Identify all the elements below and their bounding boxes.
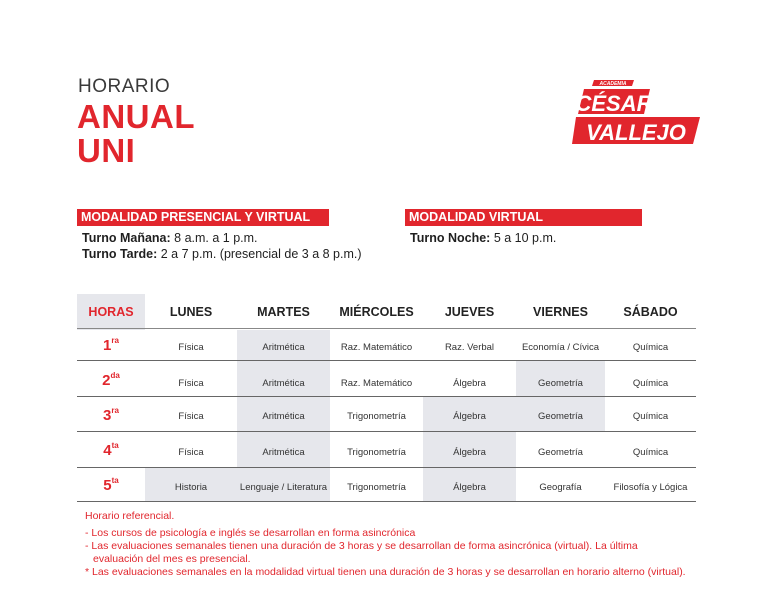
cell-sat-1: Química xyxy=(632,342,669,353)
cell-mon-2: Física xyxy=(178,378,204,389)
cell-thu-5: Álgebra xyxy=(453,482,486,493)
header-thursday: JUEVES xyxy=(444,305,495,319)
cell-thu-4: Álgebra xyxy=(453,447,486,458)
cell-thu-2: Álgebra xyxy=(453,378,486,389)
header-monday: LUNES xyxy=(169,305,213,319)
note-line-4: * Las evaluaciones semanales en la modalidad virtual tienen una duración de 3 horas y se desarrollan en horario alterno (virtual). xyxy=(85,566,686,578)
row-divider xyxy=(77,467,696,468)
cell-thu-1: Raz. Verbal xyxy=(444,342,495,353)
header-tuesday: MARTES xyxy=(257,305,310,319)
cell-fri-3: Geometría xyxy=(538,411,583,422)
cell-mon-1: Física xyxy=(178,342,204,353)
schedule-table xyxy=(77,294,696,502)
row-divider xyxy=(77,396,696,397)
shift-afternoon xyxy=(82,247,362,261)
cell-thu-3: Álgebra xyxy=(453,411,486,422)
cell-tue-1: Aritmética xyxy=(262,342,305,353)
academy-logo xyxy=(572,80,702,150)
page-title-line-1: ANUAL xyxy=(77,98,195,135)
cell-sat-4: Química xyxy=(632,447,669,458)
cell-wed-1: Raz. Matemático xyxy=(340,342,413,353)
row-hour-5: $5^{ta}$ xyxy=(103,476,119,494)
header-saturday: SÁBADO xyxy=(623,305,678,319)
cell-mon-5: Historia xyxy=(174,482,208,493)
cell-tue-3: Aritmética xyxy=(262,411,305,422)
cell-fri-5: Geografía xyxy=(539,482,582,493)
row-hour-2: $2^{da}$ xyxy=(102,371,120,389)
shift-night xyxy=(410,231,556,245)
header-hours: HORAS xyxy=(88,305,134,319)
cell-fri-2: Geometría xyxy=(538,378,583,389)
cell-sat-2: Química xyxy=(632,378,669,389)
logo-line-2: VALLEJO xyxy=(586,120,686,145)
cell-fri-4: Geometría xyxy=(538,447,583,458)
cell-tue-2: Aritmética xyxy=(262,378,305,389)
shift-afternoon-label: Turno Tarde: xyxy=(82,247,158,261)
cell-mon-3: Física xyxy=(178,411,204,422)
logo-line-1: CÉSAR xyxy=(575,91,653,116)
shift-night-value: 5 a 10 p.m. xyxy=(493,231,557,245)
cell-wed-4: Trigonometría xyxy=(347,447,406,458)
cell-fri-1: Economía / Cívica xyxy=(521,342,600,353)
row-hour-1: $1^{ra}$ xyxy=(103,336,119,354)
page-title-line-2: UNI xyxy=(77,132,136,169)
shift-morning-label: Turno Mañana: xyxy=(82,231,171,245)
logo-top-text: ACADEMIA xyxy=(599,81,627,87)
cell-sat-5: Filosofía y Lógica xyxy=(613,482,688,493)
row-divider xyxy=(77,501,696,502)
cell-wed-3: Trigonometría xyxy=(347,411,406,422)
row-hour-3: $3^{ra}$ xyxy=(103,406,119,424)
page-subtitle: HORARIO xyxy=(78,76,171,97)
notes xyxy=(85,510,705,579)
note-referential: Horario referencial. xyxy=(85,510,175,522)
cell-tue-5: Lenguaje / Literatura xyxy=(239,482,328,493)
note-line-2: - Las evaluaciones semanales tienen una duración de 3 horas y se desarrollan de forma asincrónica (virtual). La última xyxy=(85,540,638,552)
cell-wed-5: Trigonometría xyxy=(347,482,406,493)
row-divider xyxy=(77,328,696,329)
modality-presencial-title: MODALIDAD PRESENCIAL Y VIRTUAL xyxy=(77,209,329,226)
row-hour-4: $4^{ta}$ xyxy=(103,441,119,459)
shift-afternoon-value: 2 a 7 p.m. (presencial de 3 a 8 p.m.) xyxy=(160,247,362,261)
row-divider xyxy=(77,431,696,432)
shift-night-label: Turno Noche: xyxy=(410,231,491,245)
cell-sat-3: Química xyxy=(632,411,669,422)
note-line-1: - Los cursos de psicología e inglés se desarrollan en forma asincrónica xyxy=(85,527,416,539)
cell-mon-4: Física xyxy=(178,447,204,458)
cell-wed-2: Raz. Matemático xyxy=(340,378,413,389)
shift-morning-value: 8 a.m. a 1 p.m. xyxy=(174,231,258,245)
cell-tue-4: Aritmética xyxy=(262,447,305,458)
modality-virtual-title: MODALIDAD VIRTUAL xyxy=(405,209,642,226)
header-friday: VIERNES xyxy=(533,305,588,319)
note-line-3: evaluación del mes es presencial. xyxy=(93,553,251,565)
shift-morning xyxy=(82,231,258,245)
row-divider xyxy=(77,360,696,361)
header-wednesday: MIÉRCOLES xyxy=(339,305,414,319)
